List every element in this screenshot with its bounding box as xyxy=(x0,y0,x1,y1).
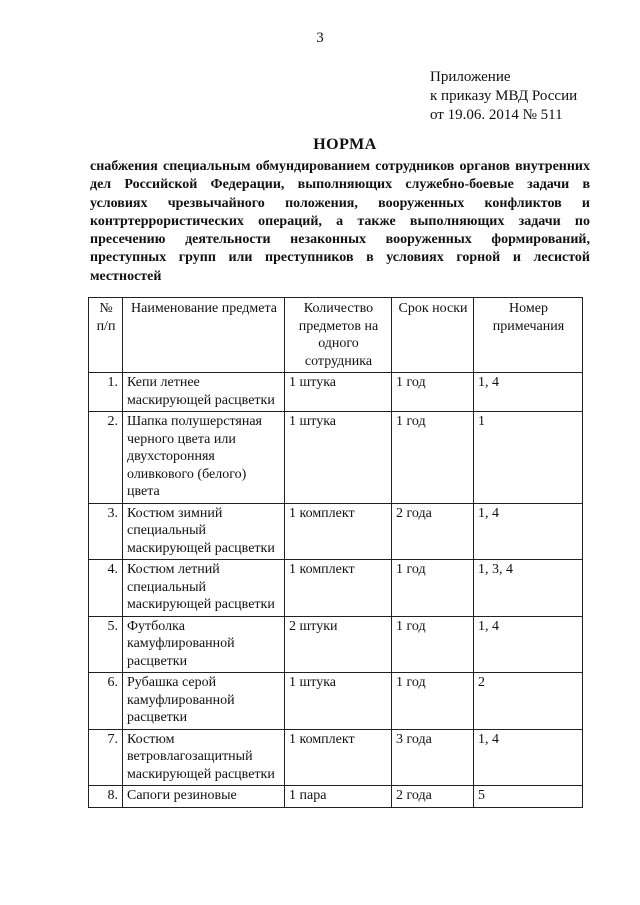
row-term: 1 год xyxy=(392,616,474,673)
table-row xyxy=(89,673,583,730)
row-name: Костюм ветровлагозащитный маскирующей расцветки xyxy=(123,729,285,786)
row-num: 6. xyxy=(89,673,123,730)
table-row xyxy=(89,560,583,617)
row-note: 1, 4 xyxy=(474,616,583,673)
row-qty: 1 комплект xyxy=(285,729,392,786)
appendix-block xyxy=(430,68,577,125)
row-name: Костюм зимний специальный маскирующей расцветки xyxy=(123,503,285,560)
row-name: Кепи летнее маскирующей расцветки xyxy=(123,373,285,412)
row-name: Костюм летний специальный маскирующей расцветки xyxy=(123,560,285,617)
row-term: 3 года xyxy=(392,729,474,786)
appendix-line-2: к приказу МВД России xyxy=(430,88,578,104)
header-name: Наименование предмета xyxy=(123,298,285,373)
row-num: 7. xyxy=(89,729,123,786)
row-qty: 1 штука xyxy=(285,673,392,730)
header-note: Номер примечания xyxy=(474,298,583,373)
header-num: № п/п xyxy=(89,298,123,373)
row-note: 1, 4 xyxy=(474,729,583,786)
row-name: Шапка полушерстяная черного цвета или двухсторонняя оливкового (белого) цвета xyxy=(123,412,285,504)
row-qty: 1 штука xyxy=(285,412,392,504)
row-num: 2. xyxy=(89,412,123,504)
table-row xyxy=(89,729,583,786)
header-qty: Количество предметов на одного сотрудника xyxy=(285,298,392,373)
row-num: 3. xyxy=(89,503,123,560)
row-term: 1 год xyxy=(392,560,474,617)
row-note: 2 xyxy=(474,673,583,730)
table-row xyxy=(89,373,583,412)
row-qty: 1 комплект xyxy=(285,503,392,560)
row-term: 1 год xyxy=(392,673,474,730)
document-subtitle: снабжения специальным обмундированием сотрудников органов внутренних дел Российской Федерации, выполняющих служебно-боевые задачи в условиях чрезвычайного положения, вооруженных конфликтов и контртеррористических операций, а также выполняющих задачи по пресечению деятельности незаконных вооруженных формирований, преступных групп или преступников в условиях горной и лесистой местностей xyxy=(90,159,590,284)
table-row xyxy=(89,503,583,560)
row-term: 2 года xyxy=(392,786,474,808)
table-row xyxy=(89,786,583,808)
row-note: 5 xyxy=(474,786,583,808)
row-num: 5. xyxy=(89,616,123,673)
header-term: Срок носки xyxy=(392,298,474,373)
row-note: 1, 3, 4 xyxy=(474,560,583,617)
table-header-row xyxy=(89,298,583,373)
row-name: Футболка камуфлированной расцветки xyxy=(123,616,285,673)
page-number: 3 xyxy=(316,30,324,46)
row-qty: 1 комплект xyxy=(285,560,392,617)
row-note: 1, 4 xyxy=(474,503,583,560)
document-title: НОРМА xyxy=(313,136,377,153)
row-num: 1. xyxy=(89,373,123,412)
table-row xyxy=(89,412,583,504)
row-qty: 1 штука xyxy=(285,373,392,412)
row-name: Рубашка серой камуфлированной расцветки xyxy=(123,673,285,730)
row-num: 8. xyxy=(89,786,123,808)
row-note: 1, 4 xyxy=(474,373,583,412)
appendix-line-1: Приложение xyxy=(430,69,511,85)
supply-norm-table xyxy=(88,297,583,808)
row-qty: 1 пара xyxy=(285,786,392,808)
row-term: 1 год xyxy=(392,412,474,504)
appendix-line-3: от 19.06. 2014 № 511 xyxy=(430,107,563,123)
row-name: Сапоги резиновые xyxy=(123,786,285,808)
row-qty: 2 штуки xyxy=(285,616,392,673)
row-note: 1 xyxy=(474,412,583,504)
row-num: 4. xyxy=(89,560,123,617)
table-row xyxy=(89,616,583,673)
row-term: 1 год xyxy=(392,373,474,412)
row-term: 2 года xyxy=(392,503,474,560)
